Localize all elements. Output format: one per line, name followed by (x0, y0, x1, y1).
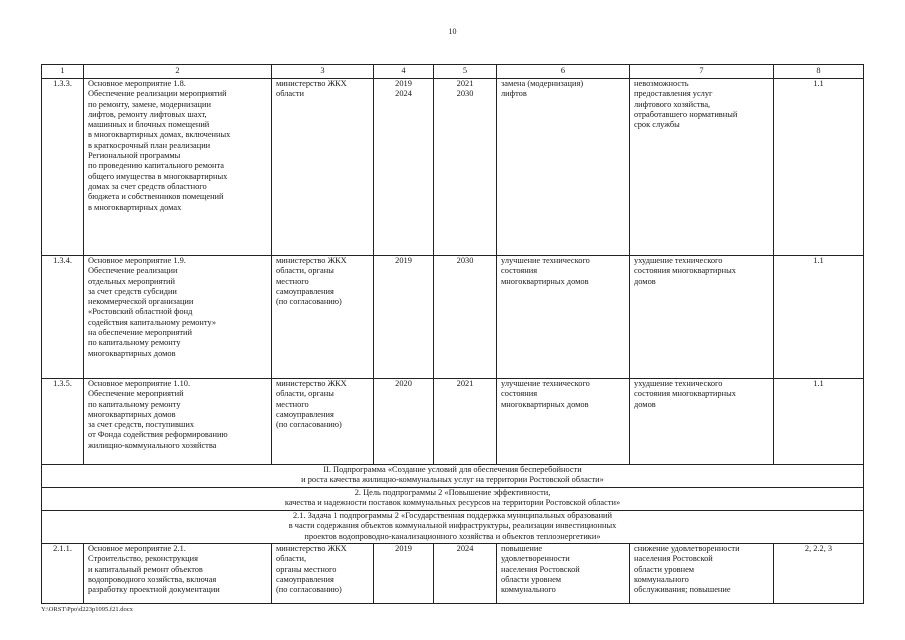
end-year: 2021 2030 (434, 79, 497, 256)
header-cell: 1 (42, 65, 84, 79)
end-year: 2021 (434, 379, 497, 465)
page-number: 10 (448, 27, 457, 36)
start-year: 2019 (374, 544, 434, 604)
subprogram-heading: II. Подпрограмма «Создание условий для обеспечения бесперебойности и роста качества жилищно-коммунальных услуг на территории Ростовской области» (42, 465, 864, 488)
expected-result: замена (модернизация) лифтов (497, 79, 630, 256)
task-heading: 2.1. Задача 1 подпрограммы 2 «Государственная поддержка муниципальных образований в части содержания объектов коммунальной инфраструктуры, реализации инвестиционных проектов водопроводно-канализационного хозяйства и объектов теплоэнергетики» (42, 511, 864, 544)
executor: министерство ЖКХ области, органы местного самоуправления (по согласованию) (272, 256, 374, 379)
start-year: 2019 (374, 256, 434, 379)
indicator-link: 1.1 (774, 79, 864, 256)
indicator-link: 2, 2.2, 3 (774, 544, 864, 604)
indicator-link: 1.1 (774, 256, 864, 379)
start-year: 2020 (374, 379, 434, 465)
task-heading-row (42, 511, 864, 544)
measure-name: Основное мероприятие 2.1. Строительство, реконструкция и капитальный ремонт объектов водопроводного хозяйства, включая разработку проектной документации (84, 544, 272, 604)
measure-name: Основное мероприятие 1.8. Обеспечение реализации мероприятий по ремонту, замене, модернизации лифтов, ремонту лифтовых шахт, машинных и блочных помещений в многоквартирных домах, включенных в краткосрочный план реализации Региональной программы по проведению капитального ремонта общего имущества в многоквартирных домах за счет средств областного бюджета и собственников помещений в многоквартирных домах (84, 79, 272, 256)
expected-result: улучшение технического состояния многоквартирных домов (497, 256, 630, 379)
header-cell: 6 (497, 65, 630, 79)
measures-table (41, 64, 864, 604)
expected-result: улучшение технического состояния многоквартирных домов (497, 379, 630, 465)
row-number: 1.3.4. (42, 256, 84, 379)
header-cell: 3 (272, 65, 374, 79)
goal-heading: 2. Цель подпрограммы 2 «Повышение эффективности, качества и надежности поставок коммунальных ресурсов на территории Ростовской области» (42, 488, 864, 511)
indicator-link: 1.1 (774, 379, 864, 465)
executor: министерство ЖКХ области (272, 79, 374, 256)
non-implementation-consequence: ухудшение технического состояния многоквартирных домов (630, 256, 774, 379)
executor: министерство ЖКХ области, органы местного самоуправления (по согласованию) (272, 379, 374, 465)
subprogram-heading-row (42, 465, 864, 488)
header-cell: 2 (84, 65, 272, 79)
table-row (42, 79, 864, 256)
non-implementation-consequence: невозможность предоставления услуг лифтового хозяйства, отработавшего нормативный срок службы (630, 79, 774, 256)
row-number: 2.1.1. (42, 544, 84, 604)
header-cell: 4 (374, 65, 434, 79)
end-year: 2024 (434, 544, 497, 604)
measure-name: Основное мероприятие 1.10. Обеспечение мероприятий по капитальному ремонту многоквартирных домов за счет средств, поступивших от Фонда содействия реформированию жилищно-коммунального хозяйства (84, 379, 272, 465)
row-number: 1.3.5. (42, 379, 84, 465)
table-row (42, 256, 864, 379)
measure-name: Основное мероприятие 1.9. Обеспечение реализации отдельных мероприятий за счет средств субсидии некоммерческой организации «Ростовский областной фонд содействия капитальному ремонту» на обеспечение мероприятий по капитальному ремонту многоквартирных домов (84, 256, 272, 379)
expected-result: повышение удовлетворенности населения Ростовской области уровнем коммунального (497, 544, 630, 604)
end-year: 2030 (434, 256, 497, 379)
executor: министерство ЖКХ области, органы местного самоуправления (по согласованию) (272, 544, 374, 604)
goal-heading-row (42, 488, 864, 511)
non-implementation-consequence: снижение удовлетворенности населения Ростовской области уровнем коммунального обслуживания; повышение (630, 544, 774, 604)
header-cell: 7 (630, 65, 774, 79)
table-row (42, 544, 864, 604)
table-row (42, 379, 864, 465)
non-implementation-consequence: ухудшение технического состояния многоквартирных домов (630, 379, 774, 465)
start-year: 2019 2024 (374, 79, 434, 256)
row-number: 1.3.3. (42, 79, 84, 256)
table-header-row (42, 65, 864, 79)
footer-file-path: Y:\ORST\Ppo\d223p1095.f21.docx (41, 606, 133, 613)
header-cell: 5 (434, 65, 497, 79)
header-cell: 8 (774, 65, 864, 79)
